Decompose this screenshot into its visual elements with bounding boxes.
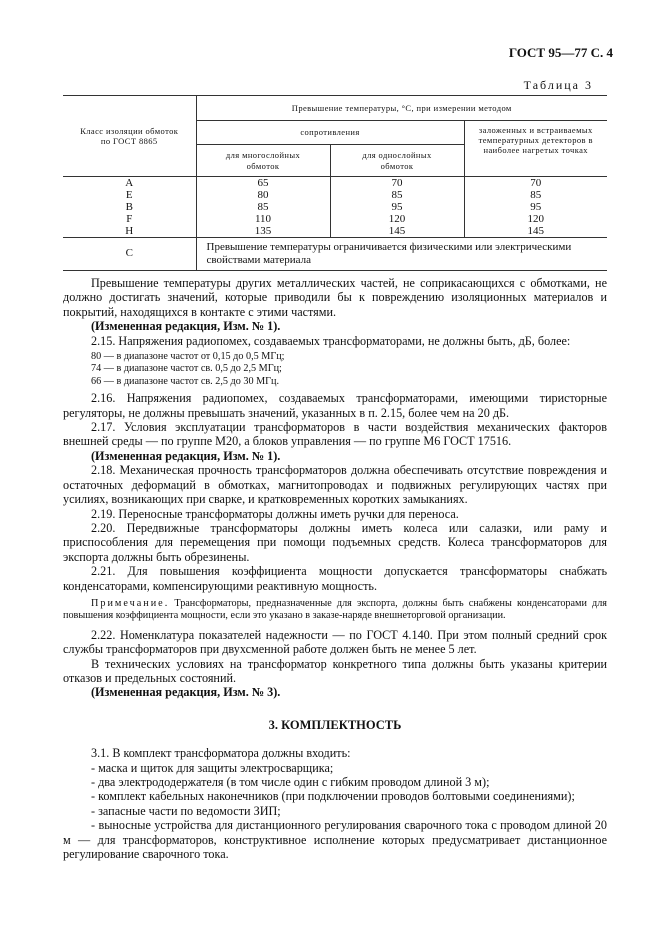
table-cell: 70 <box>391 177 403 189</box>
table-cell: 110 <box>254 212 272 225</box>
class-column <box>63 177 196 238</box>
clause-2-21: 2.21. Для повышения коэффициента мощности допускается трансформаторы снабжать конденсаторами, компенсирующими реактивную мощность. <box>63 564 607 593</box>
note <box>63 598 607 623</box>
clause-3-1: 3.1. В комплект трансформатора должны входить: <box>91 746 351 761</box>
col-header-multilayer: для многослойных обмоток <box>196 145 330 177</box>
list-item: - два электрододержателя (в том числе один с гибким проводом длиной 3 м); <box>91 775 490 789</box>
table-row: B <box>125 200 133 213</box>
temperature-table <box>63 95 607 271</box>
clause-2-19: 2.19. Переносные трансформаторы должны иметь ручки для переноса. <box>91 506 459 521</box>
paragraph: В технических условиях на трансформатор конкретного типа должны быть указаны критерии отказов и предельных состояний. <box>63 656 607 685</box>
page-header: ГОСТ 95—77 С. 4 <box>508 45 613 60</box>
note-label: Примечание. <box>91 597 170 609</box>
list-item: - маска и щиток для защиты электросварщика; <box>91 760 334 775</box>
table-cell: 120 <box>527 212 544 225</box>
col-header-class: Класс изоляции обмоток по ГОСТ 8865 <box>63 96 196 177</box>
note-text: Трансформаторы, предназначенные для экспорта, должны быть снабжены конденсаторами для повышения коэффициента мощности, если это указано в заказе-наряде внешнеторговой организации. <box>63 597 607 622</box>
table-cell: 145 <box>527 224 544 237</box>
table-cell: 85 <box>257 200 269 213</box>
clause-2-17: 2.17. Условия эксплуатации трансформаторов в части воздействия механических факторов внешней среды — по группе М20, а блоков управления — по группе М6 ГОСТ 17516. <box>63 420 607 449</box>
list-item: - выносные устройства для дистанционного регулирования сварочного тока с проводом длиной 20 м — для трансформаторов, конструктивное исполнение которых предусматривает дистанционное регулирование сварочного тока. <box>63 818 607 862</box>
col-header-single: для однослойных обмоток <box>330 145 464 177</box>
paragraph: Превышение температуры других металлических частей, не соприкасающихся с обмотками, не должно достигать значений, которые приводили бы к повреждению изоляционных материалов и покрытий, находящихся в контакте с этими частями. <box>63 276 607 319</box>
table-cell: 85 <box>391 188 403 201</box>
clause-2-16: 2.16. Напряжения радиопомех, создаваемых трансформаторами, имеющими тиристорные регуляторы, не должны превышать значений, указанных в п. 2.15, более чем на 20 дБ. <box>63 391 607 420</box>
list-item: 80 — в диапазоне частот от 0,15 до 0,5 МГц; <box>91 351 285 363</box>
amendment-note: (Измененная редакция, Изм. № 1). <box>91 319 281 334</box>
table-cell: 95 <box>530 200 542 213</box>
document-body <box>63 276 607 861</box>
col-header-resistance: сопротивления <box>196 121 464 145</box>
col-header-embedded: заложенных и встраиваемых температурных детекторов в наиболее нагретых точках <box>464 121 607 177</box>
frequency-list <box>91 351 607 388</box>
amendment-note: (Измененная редакция, Изм. № 3). <box>91 685 281 700</box>
table-cell: 70 <box>530 177 542 189</box>
table-row: E <box>125 188 133 201</box>
section-title: 3. КОМПЛЕКТНОСТЬ <box>268 717 402 732</box>
table-row: H <box>125 224 134 237</box>
amendment-note: (Измененная редакция, Изм. № 1). <box>91 448 281 463</box>
table-cell: 120 <box>388 212 406 225</box>
table-row-c: C <box>63 238 196 270</box>
list-item: 74 — в диапазоне частот св. 0,5 до 2,5 МГц; <box>91 363 282 375</box>
table-cell: 95 <box>391 200 403 213</box>
single-column <box>330 177 464 238</box>
clause-2-15: 2.15. Напряжения радиопомех, создаваемых трансформаторами, не должны быть, дБ, более: <box>91 333 571 348</box>
list-item: - комплект кабельных наконечников (при подключении проводов болтовыми соединениями); <box>91 789 575 804</box>
table-cell: 80 <box>257 188 269 201</box>
embedded-column <box>464 177 607 238</box>
table-cell: 65 <box>257 177 269 189</box>
table-note-c: Превышение температуры ограничивается физическими или электрическими свойствами материала <box>196 238 607 270</box>
clause-2-22: 2.22. Номенклатура показателей надежности — по ГОСТ 4.140. При этом полный средний срок службы трансформаторов при двухсменной работе должен быть не менее 5 лет. <box>63 627 607 657</box>
table-cell: 85 <box>530 188 542 201</box>
list-item: 66 — в диапазоне частот св. 2,5 до 30 МГц. <box>91 375 280 387</box>
table-cell: 145 <box>388 224 406 237</box>
multi-column <box>196 177 330 238</box>
table-caption: Таблица 3 <box>523 78 593 92</box>
col-header-top: Превышение температуры, °С, при измерении методом <box>196 96 607 121</box>
table-cell: 135 <box>254 224 272 237</box>
list-item: - запасные части по ведомости ЗИП; <box>91 803 281 818</box>
clause-2-20: 2.20. Передвижные трансформаторы должны иметь колеса или салазки, или раму и приспособления для перемещения при помощи подъемных средств. Колеса трансформаторов для экспорта должны быть обрезинены. <box>63 520 607 564</box>
table-row: A <box>125 177 134 189</box>
clause-2-18: 2.18. Механическая прочность трансформаторов должна обеспечивать отсутствие повреждения и остаточных деформаций в обмотках, магнитопроводах и подвижных регулирующих частях при усилиях, возникающих при сварке, и кратковременных коротких замыканиях. <box>63 463 607 507</box>
table-row: F <box>126 212 133 225</box>
